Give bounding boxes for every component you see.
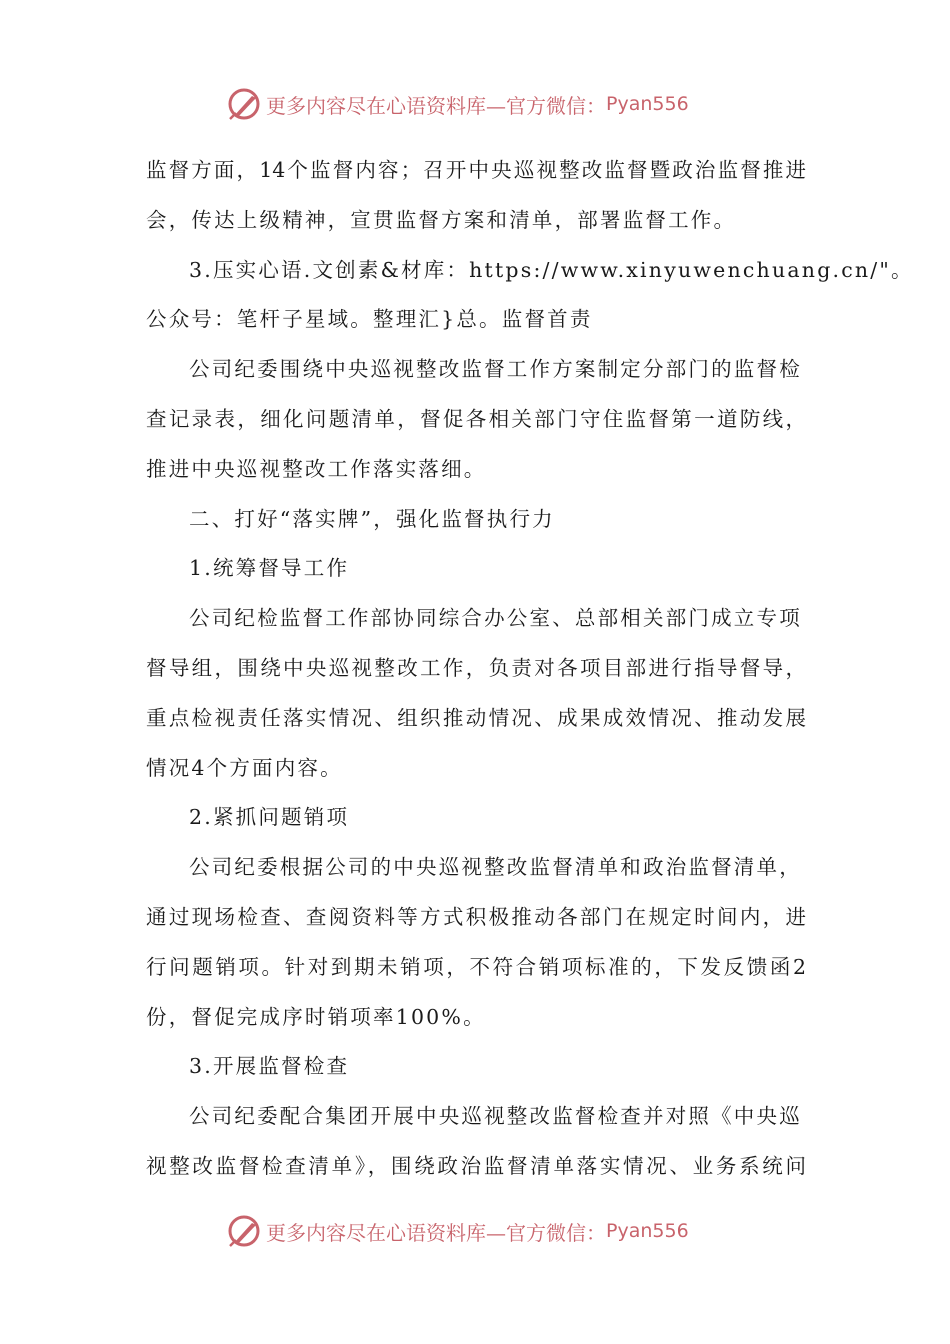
watermark-text: 更多内容尽在心语资料库—官方微信： [266, 93, 606, 118]
text-line: 通过现场检查、查阅资料等方式积极推动各部门在规定时间内，进 [146, 904, 806, 929]
text-line: 查记录表，细化问题清单，督促各相关部门守住监督第一道防线， [146, 406, 806, 431]
text-line: 监督方面，14个监督内容；召开中央巡视整改监督暨政治监督推进 [146, 158, 806, 182]
watermark-wechat-id: Pyan556 [606, 93, 689, 115]
header-watermark [226, 84, 689, 124]
watermark-text: 更多内容尽在心语资料库—官方微信： [266, 1220, 606, 1245]
text-line: 重点检视责任落实情况、组织推动情况、成果成效情况、推动发展 [146, 705, 806, 730]
section-heading: 二、打好“落实牌”，强化监督执行力 [189, 506, 555, 531]
subsection-heading: 1.统筹督导工作 [189, 556, 350, 581]
pen-circle-logo-icon [226, 86, 262, 122]
text-line: 公司纪委根据公司的中央巡视整改监督清单和政治监督清单， [189, 855, 802, 880]
text-line: 视整改监督检查清单》，围绕政治监督清单落实情况、业务系统问 [146, 1153, 806, 1178]
text-line: 行问题销项。针对到期未销项，不符合销项标准的，下发反馈函2 [146, 954, 806, 979]
text-line: 公众号：笔杆子星域。整理汇}总。监督首责 [146, 307, 593, 332]
subsection-heading: 2.紧抓问题销项 [189, 805, 350, 830]
document-body [146, 146, 914, 1192]
subsection-heading: 3.开展监督检查 [189, 1054, 350, 1079]
text-line: 公司纪检监督工作部协同综合办公室、总部相关部门成立专项 [189, 606, 802, 631]
text-line: 3.压实心语.文创素&材库：https://www.xinyuwenchuang.cn/"。 [189, 257, 914, 282]
watermark-wechat-id: Pyan556 [606, 1220, 689, 1242]
text-line: 会，传达上级精神，宣贯监督方案和清单，部署监督工作。 [146, 207, 737, 232]
text-line: 份，督促完成序时销项率100%。 [146, 1004, 486, 1029]
footer-watermark [226, 1211, 689, 1251]
text-line: 公司纪委配合集团开展中央巡视整改监督检查并对照《中央巡 [189, 1104, 802, 1129]
text-line: 督导组，围绕中央巡视整改工作，负责对各项目部进行指导督导， [146, 655, 806, 680]
text-line: 公司纪委围绕中央巡视整改监督工作方案制定分部门的监督检 [189, 357, 802, 382]
pen-circle-logo-icon [226, 1213, 262, 1249]
text-line: 推进中央巡视整改工作落实落细。 [146, 456, 487, 481]
text-line: 情况4个方面内容。 [146, 755, 343, 780]
